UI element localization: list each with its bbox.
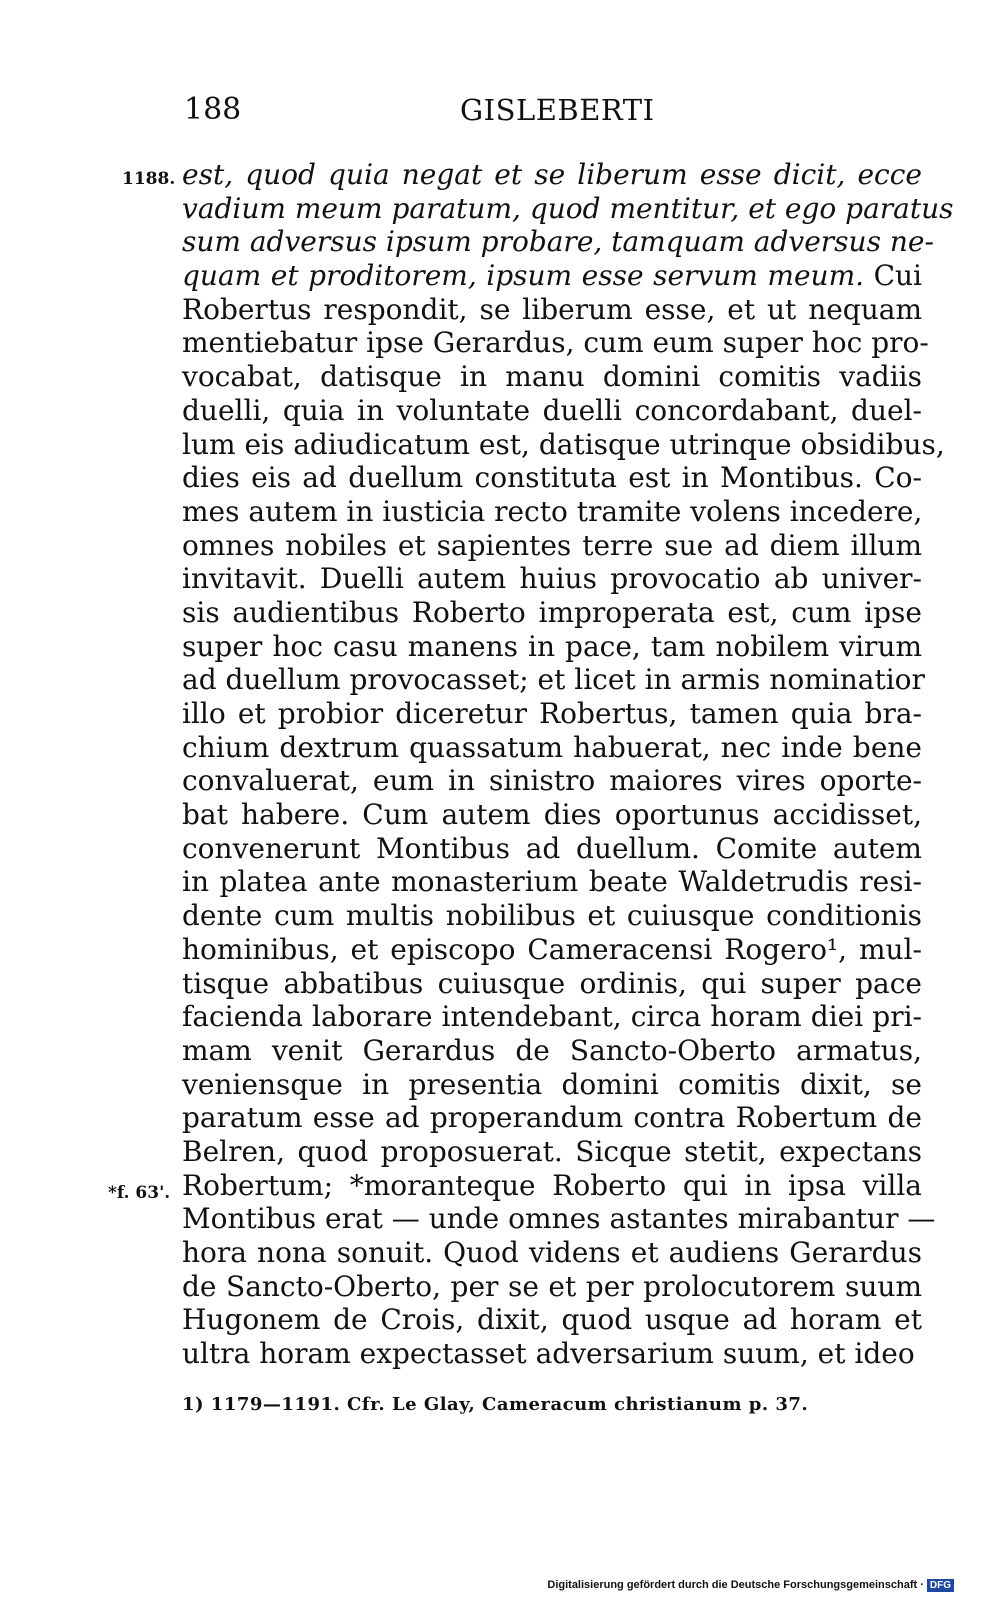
dfg-logo: DFG <box>927 1579 954 1592</box>
text-line <box>182 259 922 293</box>
line-text: in platea ante monasterium beate Waldetrudis resi- <box>182 865 922 899</box>
body-text <box>182 158 954 1371</box>
text-line <box>182 562 922 596</box>
text-line <box>182 663 925 697</box>
text-line <box>182 1101 922 1135</box>
line-text: hominibus, et episcopo Cameracensi Rogero¹, mul- <box>182 932 922 966</box>
text-line <box>182 461 922 495</box>
text-line <box>182 529 922 563</box>
line-text: veniensque in presentia domini comitis dixit, se <box>182 1067 922 1101</box>
line-text: Robertus respondit, se liberum esse, et ut nequam <box>182 292 922 326</box>
line-text: sis audientibus Roberto improperata est, cum ipse <box>182 595 922 629</box>
line-text: Hugonem de Crois, dixit, quod usque ad horam et <box>182 1303 922 1337</box>
text-line <box>182 697 922 731</box>
line-text: mam venit Gerardus de Sancto-Oberto armatus, <box>182 1033 922 1067</box>
line-text: tisque abbatibus cuiusque ordinis, qui super pace <box>182 966 922 1000</box>
text-line <box>182 158 922 192</box>
digitization-credit <box>547 1578 954 1592</box>
text-line <box>182 326 929 360</box>
line-text: invitavit. Duelli autem huius provocatio ab univer- <box>182 562 922 596</box>
line-text: sum adversus ipsum probare, tamquam adversus ne- <box>182 225 934 259</box>
text-line <box>182 1135 922 1169</box>
text-line <box>182 1337 922 1371</box>
text-line <box>182 899 922 933</box>
line-text: Montibus erat — unde omnes astantes mirabantur — <box>182 1202 936 1236</box>
text-line <box>182 731 922 765</box>
line-text: de Sancto-Oberto, per se et per prolocutorem suum <box>182 1269 922 1303</box>
text-line <box>182 1270 922 1304</box>
line-text: convaluerat, eum in sinistro maiores vires oporte- <box>182 764 922 798</box>
line-text: lum eis adiudicatum est, datisque utrinque obsidibus, <box>182 427 945 461</box>
text-line <box>182 1202 936 1236</box>
line-text: mes autem in iusticia recto tramite volens incedere, <box>182 494 923 528</box>
text-line <box>182 832 922 866</box>
text-line <box>182 293 922 327</box>
page-number: 188 <box>184 92 242 127</box>
line-text: convenerunt Montibus ad duellum. Comite autem <box>182 831 922 865</box>
line-text: dente cum multis nobilibus et cuiusque conditionis <box>182 899 922 933</box>
credit-text: Digitalisierung gefördert durch die Deutsche Forschungsgemeinschaft · <box>547 1579 924 1591</box>
text-line <box>182 933 922 967</box>
text-line <box>182 1068 922 1102</box>
line-text: facienda laborare intendebant, circa horam diei pri- <box>182 1000 922 1034</box>
text-line <box>182 1169 922 1203</box>
text-line <box>182 798 922 832</box>
line-text: hora nona sonuit. Quod videns et audiens Gerardus <box>182 1236 922 1269</box>
line-text: mentiebatur ipse Gerardus, cum eum super hoc pro- <box>182 326 929 360</box>
text-line <box>182 764 922 798</box>
line-text: Robertum; *moranteque Roberto qui in ipsa villa <box>182 1168 922 1202</box>
line-text: chium dextrum quassatum habuerat, nec inde bene <box>182 730 922 764</box>
margin-note-year: 1188. <box>122 169 176 189</box>
line-text: omnes nobiles et sapientes terre sue ad diem illum <box>182 528 922 562</box>
line-text: illo et probior diceretur Robertus, tamen quia bra- <box>182 697 922 730</box>
text-line <box>182 191 954 226</box>
line-text: super hoc casu manens in pace, tam nobilem virum <box>182 629 922 663</box>
text-line <box>182 1236 922 1270</box>
text-line <box>182 360 922 394</box>
text-line <box>182 225 934 259</box>
text-line <box>182 1000 922 1034</box>
text-line <box>182 495 922 529</box>
line-text: vadium meum paratum, quod mentitur, et ego paratus <box>182 191 954 225</box>
line-text: ultra horam expectasset adversarium suum, et ideo <box>182 1337 915 1371</box>
line-text: duelli, quia in voluntate duelli concordabant, duel- <box>182 393 922 427</box>
line-text: vocabat, datisque in manu domini comitis vadiis <box>182 360 922 394</box>
line-text: Belren, quod proposuerat. Sicque stetit, expectans <box>182 1134 922 1168</box>
text-line <box>182 865 922 899</box>
text-line <box>182 630 922 664</box>
line-text: ad duellum provocasset; et licet in armis nominatior <box>182 663 925 697</box>
text-line <box>182 596 922 630</box>
text-line <box>182 1034 922 1068</box>
running-head: GISLEBERTI <box>460 93 655 127</box>
text-line <box>182 1303 922 1337</box>
footnote: 1) 1179—1191. Cfr. Le Glay, Cameracum christianum p. 37. <box>182 1394 809 1415</box>
text-line <box>182 394 922 428</box>
line-text: bat habere. Cum autem dies oportunus accidisset, <box>182 798 922 832</box>
line-text-roman: Cui <box>864 259 923 293</box>
text-line <box>182 967 922 1001</box>
margin-note-folio: *f. 63'. <box>108 1183 171 1203</box>
line-text: paratum esse ad properandum contra Robertum de <box>182 1101 922 1135</box>
text-line <box>182 427 945 462</box>
line-text: quam et proditorem, ipsum esse servum meum. <box>182 259 865 293</box>
line-text: dies eis ad duellum constituta est in Montibus. Co- <box>182 461 922 495</box>
line-text: est, quod quia negat et se liberum esse dicit, ecce <box>182 158 922 191</box>
